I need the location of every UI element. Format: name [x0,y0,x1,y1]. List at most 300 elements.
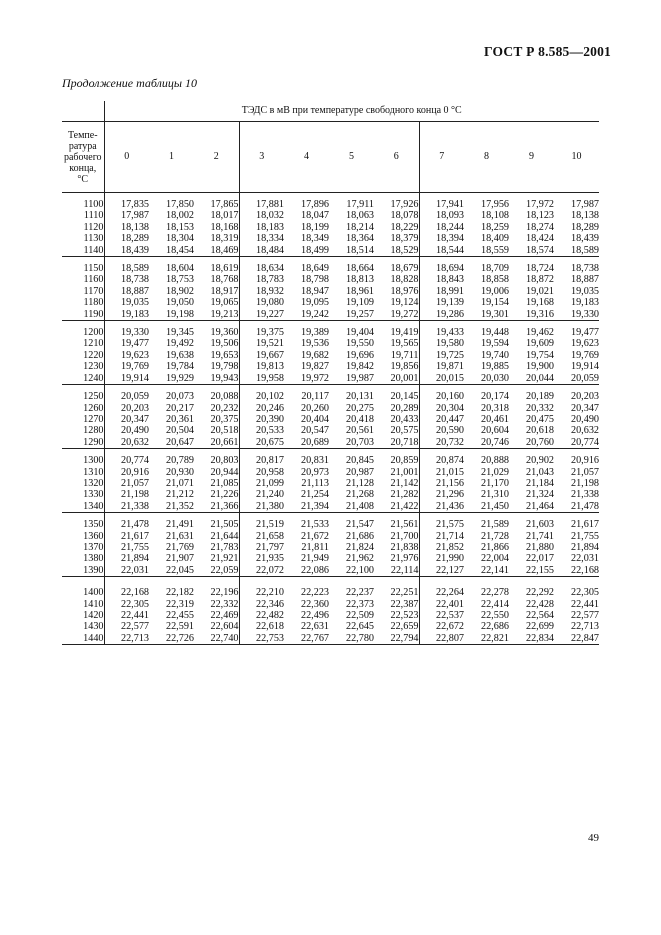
column-header-7: 7 [419,122,464,193]
row-temperature: 1300 [62,455,104,466]
emf-value: 19,653 [210,349,239,361]
column-header-1: 1 [149,122,194,193]
emf-value: 22,834 [509,633,554,645]
emf-value: 20,117 [301,391,329,403]
emf-value: 20,461 [480,413,509,425]
emf-value: 18,724 [525,263,554,275]
emf-value: 20,916 [120,466,149,478]
emf-value: 20,102 [239,391,284,402]
emf-value: 18,798 [300,274,329,286]
emf-value: 20,803 [210,455,239,467]
emf-value: 22,373 [345,598,374,610]
emf-value: 22,031 [570,553,599,565]
table-row [62,610,599,621]
emf-value: 21,631 [165,530,194,542]
emf-value: 21,990 [419,553,464,564]
emf-value: 22,740 [194,633,239,645]
emf-value: 19,696 [345,349,374,361]
emf-value: 18,469 [194,245,239,257]
emf-value: 21,324 [525,489,554,501]
emf-value: 20,044 [509,373,554,385]
emf-value: 19,943 [194,373,239,385]
emf-value: 17,835 [120,199,149,210]
emf-value: 21,128 [345,477,374,489]
table-row [62,327,599,338]
emf-value: 22,072 [239,565,284,577]
emf-value: 19,798 [210,361,239,373]
emf-value: 19,433 [419,327,464,338]
row-temperature: 1110 [62,210,104,221]
emf-value: 18,589 [554,245,599,257]
emf-value: 22,767 [284,633,329,645]
emf-value: 18,334 [239,233,284,244]
emf-value: 21,533 [300,519,329,531]
emf-value: 21,547 [345,519,374,531]
emf-value: 18,349 [300,233,329,245]
emf-value: 18,032 [239,210,284,221]
emf-value: 20,160 [419,391,464,402]
emf-value: 18,123 [525,210,554,222]
emf-value: 19,477 [570,327,599,339]
emf-value: 19,813 [239,361,284,372]
emf-value: 22,469 [210,610,239,621]
emf-value: 18,394 [419,233,464,244]
emf-value: 19,330 [554,309,599,321]
emf-value: 17,972 [525,199,554,210]
emf-value: 21,866 [480,541,509,553]
emf-value: 22,292 [525,587,554,599]
emf-value: 21,949 [300,553,329,565]
table-row [62,350,599,361]
emf-value: 21,338 [104,501,149,513]
emf-value: 20,944 [210,466,239,478]
emf-value: 18,664 [345,263,374,275]
emf-value: 18,604 [165,263,194,275]
emf-value: 20,703 [329,437,374,449]
emf-value: 20,831 [300,455,329,467]
emf-value: 22,482 [239,610,284,621]
emf-value: 21,057 [570,466,599,478]
row-temperature: 1160 [62,274,104,285]
emf-value: 21,296 [419,489,464,500]
emf-value: 20,760 [509,437,554,449]
emf-value: 19,242 [284,309,329,321]
emf-value: 18,153 [165,221,194,233]
emf-value: 22,713 [104,633,149,645]
emf-value: 19,550 [345,338,374,350]
emf-value: 19,609 [525,338,554,350]
emf-value: 19,316 [509,309,554,321]
emf-value: 18,439 [570,233,599,245]
emf-value: 19,827 [300,361,329,373]
emf-value: 20,774 [120,455,149,467]
emf-value: 21,310 [480,489,509,501]
emf-value: 19,725 [419,350,464,361]
emf-value: 19,987 [329,373,374,385]
emf-value: 22,780 [329,633,374,645]
emf-value: 21,142 [390,477,419,489]
column-header-9: 9 [509,122,554,193]
emf-value: 22,847 [554,633,599,645]
emf-value: 19,360 [210,327,239,339]
emf-value: 21,198 [120,489,149,501]
emf-value: 22,577 [120,621,149,633]
emf-value: 19,565 [390,338,419,350]
table-row [62,222,599,233]
row-temperature: 1430 [62,621,104,632]
emf-value: 21,282 [390,489,419,501]
emf-super-header: ТЭДС в мВ при температуре свободного конца 0 °С [104,101,599,122]
table-super-header-row [62,101,599,122]
emf-value: 20,433 [390,413,419,425]
emf-value: 20,332 [525,402,554,414]
emf-value: 20,930 [165,466,194,478]
emf-value: 22,223 [300,587,329,599]
emf-value: 20,618 [525,425,554,437]
emf-value: 22,550 [480,610,509,621]
emf-value: 19,183 [104,309,149,321]
emf-value: 22,278 [480,587,509,599]
row-temperature: 1380 [62,553,104,564]
emf-value: 21,085 [210,477,239,489]
table-row [62,599,599,610]
emf-value: 19,301 [464,309,509,321]
emf-value: 22,045 [149,565,194,577]
emf-value: 17,850 [165,199,194,210]
emf-value: 21,686 [345,530,374,542]
table-row [62,361,599,372]
emf-value: 20,030 [464,373,509,385]
emf-value: 22,807 [419,633,464,645]
emf-value: 21,352 [149,501,194,513]
emf-value: 20,987 [345,466,374,478]
emf-value: 21,644 [210,530,239,542]
emf-value: 22,401 [419,599,464,610]
emf-value: 21,880 [525,541,554,553]
emf-value: 17,911 [346,199,374,210]
emf-value: 18,858 [480,274,509,286]
table-row [62,478,599,489]
emf-value: 20,174 [480,391,509,403]
emf-value: 22,753 [239,633,284,645]
emf-value: 22,414 [480,598,509,610]
emf-value: 18,813 [345,274,374,286]
emf-value: 18,424 [525,233,554,245]
emf-value: 19,124 [390,297,419,309]
emf-value: 21,755 [120,541,149,553]
emf-value: 22,319 [165,598,194,610]
emf-value: 21,505 [210,519,239,531]
emf-value: 18,947 [300,285,329,297]
row-temperature: 1260 [62,403,104,414]
table-row [62,403,599,414]
emf-value: 18,544 [419,245,464,257]
emf-value: 20,916 [570,455,599,467]
emf-value: 20,746 [464,437,509,449]
emf-value: 22,604 [210,621,239,633]
row-temperature: 1340 [62,501,104,513]
emf-value: 21,394 [284,501,329,513]
table-row [62,309,599,321]
emf-value: 20,632 [570,425,599,437]
emf-value: 21,015 [419,467,464,478]
emf-value: 18,484 [239,245,284,257]
emf-value: 22,726 [149,633,194,645]
emf-value: 20,390 [239,414,284,425]
emf-value: 19,139 [419,297,464,308]
emf-value: 19,257 [329,309,374,321]
emf-value: 19,754 [525,349,554,361]
emf-value: 22,509 [345,610,374,621]
table-row [62,373,599,385]
emf-value: 20,689 [284,437,329,449]
emf-value: 19,448 [480,327,509,339]
emf-value: 22,264 [419,587,464,598]
table-row [62,553,599,564]
emf-value: 21,478 [554,501,599,513]
row-temperature: 1140 [62,245,104,257]
emf-value: 18,439 [104,245,149,257]
emf-value: 22,455 [165,610,194,621]
emf-value: 19,929 [149,373,194,385]
emf-value: 20,217 [165,402,194,414]
emf-value: 19,404 [345,327,374,339]
emf-value: 20,902 [525,455,554,467]
emf-value: 19,419 [390,327,419,339]
emf-value: 19,198 [149,309,194,321]
emf-value: 20,732 [419,437,464,449]
emf-value: 20,232 [210,402,239,414]
emf-value: 18,902 [165,285,194,297]
emf-value: 18,093 [419,210,464,221]
emf-value: 18,454 [149,245,194,257]
emf-value: 22,100 [329,565,374,577]
row-temperature: 1390 [62,565,104,577]
emf-value: 22,017 [525,553,554,565]
column-header-4: 4 [284,122,329,193]
emf-value: 21,099 [239,478,284,489]
table-row [62,245,599,257]
row-temperature: 1290 [62,437,104,449]
emf-value: 22,577 [570,610,599,621]
row-temperature: 1350 [62,519,104,530]
emf-value: 19,769 [570,349,599,361]
row-temperature: 1370 [62,542,104,553]
column-header-8: 8 [464,122,509,193]
emf-value: 18,589 [120,263,149,275]
emf-value: 22,537 [419,610,464,621]
table-row [62,233,599,244]
emf-value: 22,251 [390,587,419,599]
emf-value: 21,658 [239,531,284,542]
emf-value: 19,769 [120,361,149,373]
emf-value: 22,114 [374,565,419,577]
emf-value: 19,168 [525,297,554,309]
emf-value: 20,001 [374,373,419,385]
emf-value: 21,071 [165,477,194,489]
table-row [62,391,599,402]
emf-value: 19,914 [570,361,599,373]
row-temperature: 1400 [62,587,104,598]
emf-value: 18,694 [419,263,464,274]
emf-value: 22,332 [210,598,239,610]
row-temperature: 1220 [62,350,104,361]
table-row [62,519,599,530]
emf-value: 19,506 [210,338,239,350]
emf-value: 21,589 [480,519,509,531]
emf-value: 22,141 [464,565,509,577]
emf-value: 20,404 [300,413,329,425]
emf-value: 21,783 [210,541,239,553]
emf-value: 22,387 [390,598,419,610]
emf-value: 19,623 [570,338,599,350]
row-temperature: 1200 [62,327,104,338]
emf-value: 21,519 [239,519,284,530]
emf-value: 18,304 [165,233,194,245]
emf-value: 19,095 [300,297,329,309]
emf-value: 20,774 [554,437,599,449]
group-spacer [62,577,599,588]
emf-value: 19,477 [120,338,149,350]
column-header-3: 3 [239,122,284,193]
emf-value: 20,632 [104,437,149,449]
emf-value: 21,491 [165,519,194,531]
row-temperature: 1150 [62,263,104,274]
table-row [62,210,599,221]
emf-value: 20,561 [345,425,374,437]
table-row [62,531,599,542]
emf-value: 18,499 [284,245,329,257]
row-temperature: 1320 [62,478,104,489]
emf-value: 21,184 [525,477,554,489]
emf-value: 20,547 [300,425,329,437]
row-temperature: 1190 [62,309,104,321]
emf-value: 19,492 [165,338,194,350]
emf-value: 21,254 [300,489,329,501]
emf-value: 20,859 [390,455,419,467]
emf-value: 22,591 [165,621,194,633]
emf-value: 22,699 [525,621,554,633]
row-temperature: 1250 [62,391,104,402]
emf-value: 20,973 [300,466,329,478]
emf-value: 19,711 [390,349,419,361]
emf-value: 21,852 [419,542,464,553]
emf-value: 19,856 [390,361,419,373]
emf-value: 20,475 [525,413,554,425]
emf-value: 21,935 [239,553,284,564]
emf-value: 19,080 [239,297,284,308]
emf-value: 18,289 [570,221,599,233]
emf-value: 19,272 [374,309,419,321]
emf-value: 18,887 [570,274,599,286]
emf-value: 21,156 [419,478,464,489]
emf-value: 21,755 [570,530,599,542]
emf-value: 19,375 [239,327,284,338]
emf-value: 19,914 [104,373,149,385]
emf-value: 22,428 [525,598,554,610]
emf-value: 18,514 [329,245,374,257]
table-row [62,467,599,478]
emf-value: 20,073 [165,391,194,403]
emf-value: 18,559 [464,245,509,257]
emf-value: 22,713 [570,621,599,633]
table-body [62,193,599,645]
emf-value: 18,274 [525,221,554,233]
emf-value: 21,212 [165,489,194,501]
emf-value: 19,345 [165,327,194,339]
emf-value: 21,921 [210,553,239,565]
emf-value: 20,347 [120,413,149,425]
emf-value: 17,865 [210,199,239,210]
emf-value: 18,828 [390,274,419,286]
page-number: 49 [588,832,599,844]
column-header-10: 10 [554,122,599,193]
emf-value: 20,718 [374,437,419,449]
emf-value: 21,714 [419,531,464,542]
emf-value: 21,894 [120,553,149,565]
row-temperature: 1100 [62,199,104,210]
emf-value: 18,843 [419,274,464,285]
emf-value: 21,338 [570,489,599,501]
emf-value: 21,380 [239,501,284,513]
emf-value: 19,154 [480,297,509,309]
emf-value: 21,113 [301,477,329,489]
emf-value: 18,078 [390,210,419,222]
emf-value: 21,617 [570,519,599,531]
emf-value: 20,590 [419,425,464,436]
emf-value: 20,490 [120,425,149,437]
emf-value: 21,057 [120,477,149,489]
emf-value: 21,617 [120,530,149,542]
emf-value: 22,196 [210,587,239,599]
emf-value: 18,108 [480,210,509,222]
emf-value: 19,035 [120,297,149,309]
emf-value: 22,564 [525,610,554,621]
emf-value: 19,330 [120,327,149,339]
emf-value: 22,210 [239,587,284,598]
emf-value: 21,575 [419,519,464,530]
table-row [62,621,599,632]
row-temperature: 1330 [62,489,104,500]
emf-value: 20,131 [345,391,374,403]
row-temperature: 1410 [62,599,104,610]
emf-value: 21,976 [390,553,419,565]
emf-value: 20,289 [390,402,419,414]
emf-value: 21,797 [239,542,284,553]
emf-value: 19,740 [480,349,509,361]
emf-value: 19,021 [525,285,554,297]
emf-value: 21,226 [210,489,239,501]
emf-value: 18,409 [480,233,509,245]
table-row [62,297,599,308]
emf-value: 22,168 [554,565,599,577]
emf-value: 21,268 [345,489,374,501]
table-row [62,199,599,210]
emf-value: 20,447 [419,414,464,425]
table-row [62,338,599,349]
emf-value: 21,422 [374,501,419,513]
emf-value: 21,366 [194,501,239,513]
emf-value: 20,088 [210,391,239,403]
emf-value: 20,059 [120,391,149,403]
emf-value: 22,305 [570,587,599,599]
emf-value: 18,872 [525,274,554,286]
emf-value: 19,389 [300,327,329,339]
emf-value: 18,619 [210,263,239,275]
emf-value: 20,015 [419,373,464,385]
emf-value: 19,623 [120,349,149,361]
emf-value: 22,059 [194,565,239,577]
